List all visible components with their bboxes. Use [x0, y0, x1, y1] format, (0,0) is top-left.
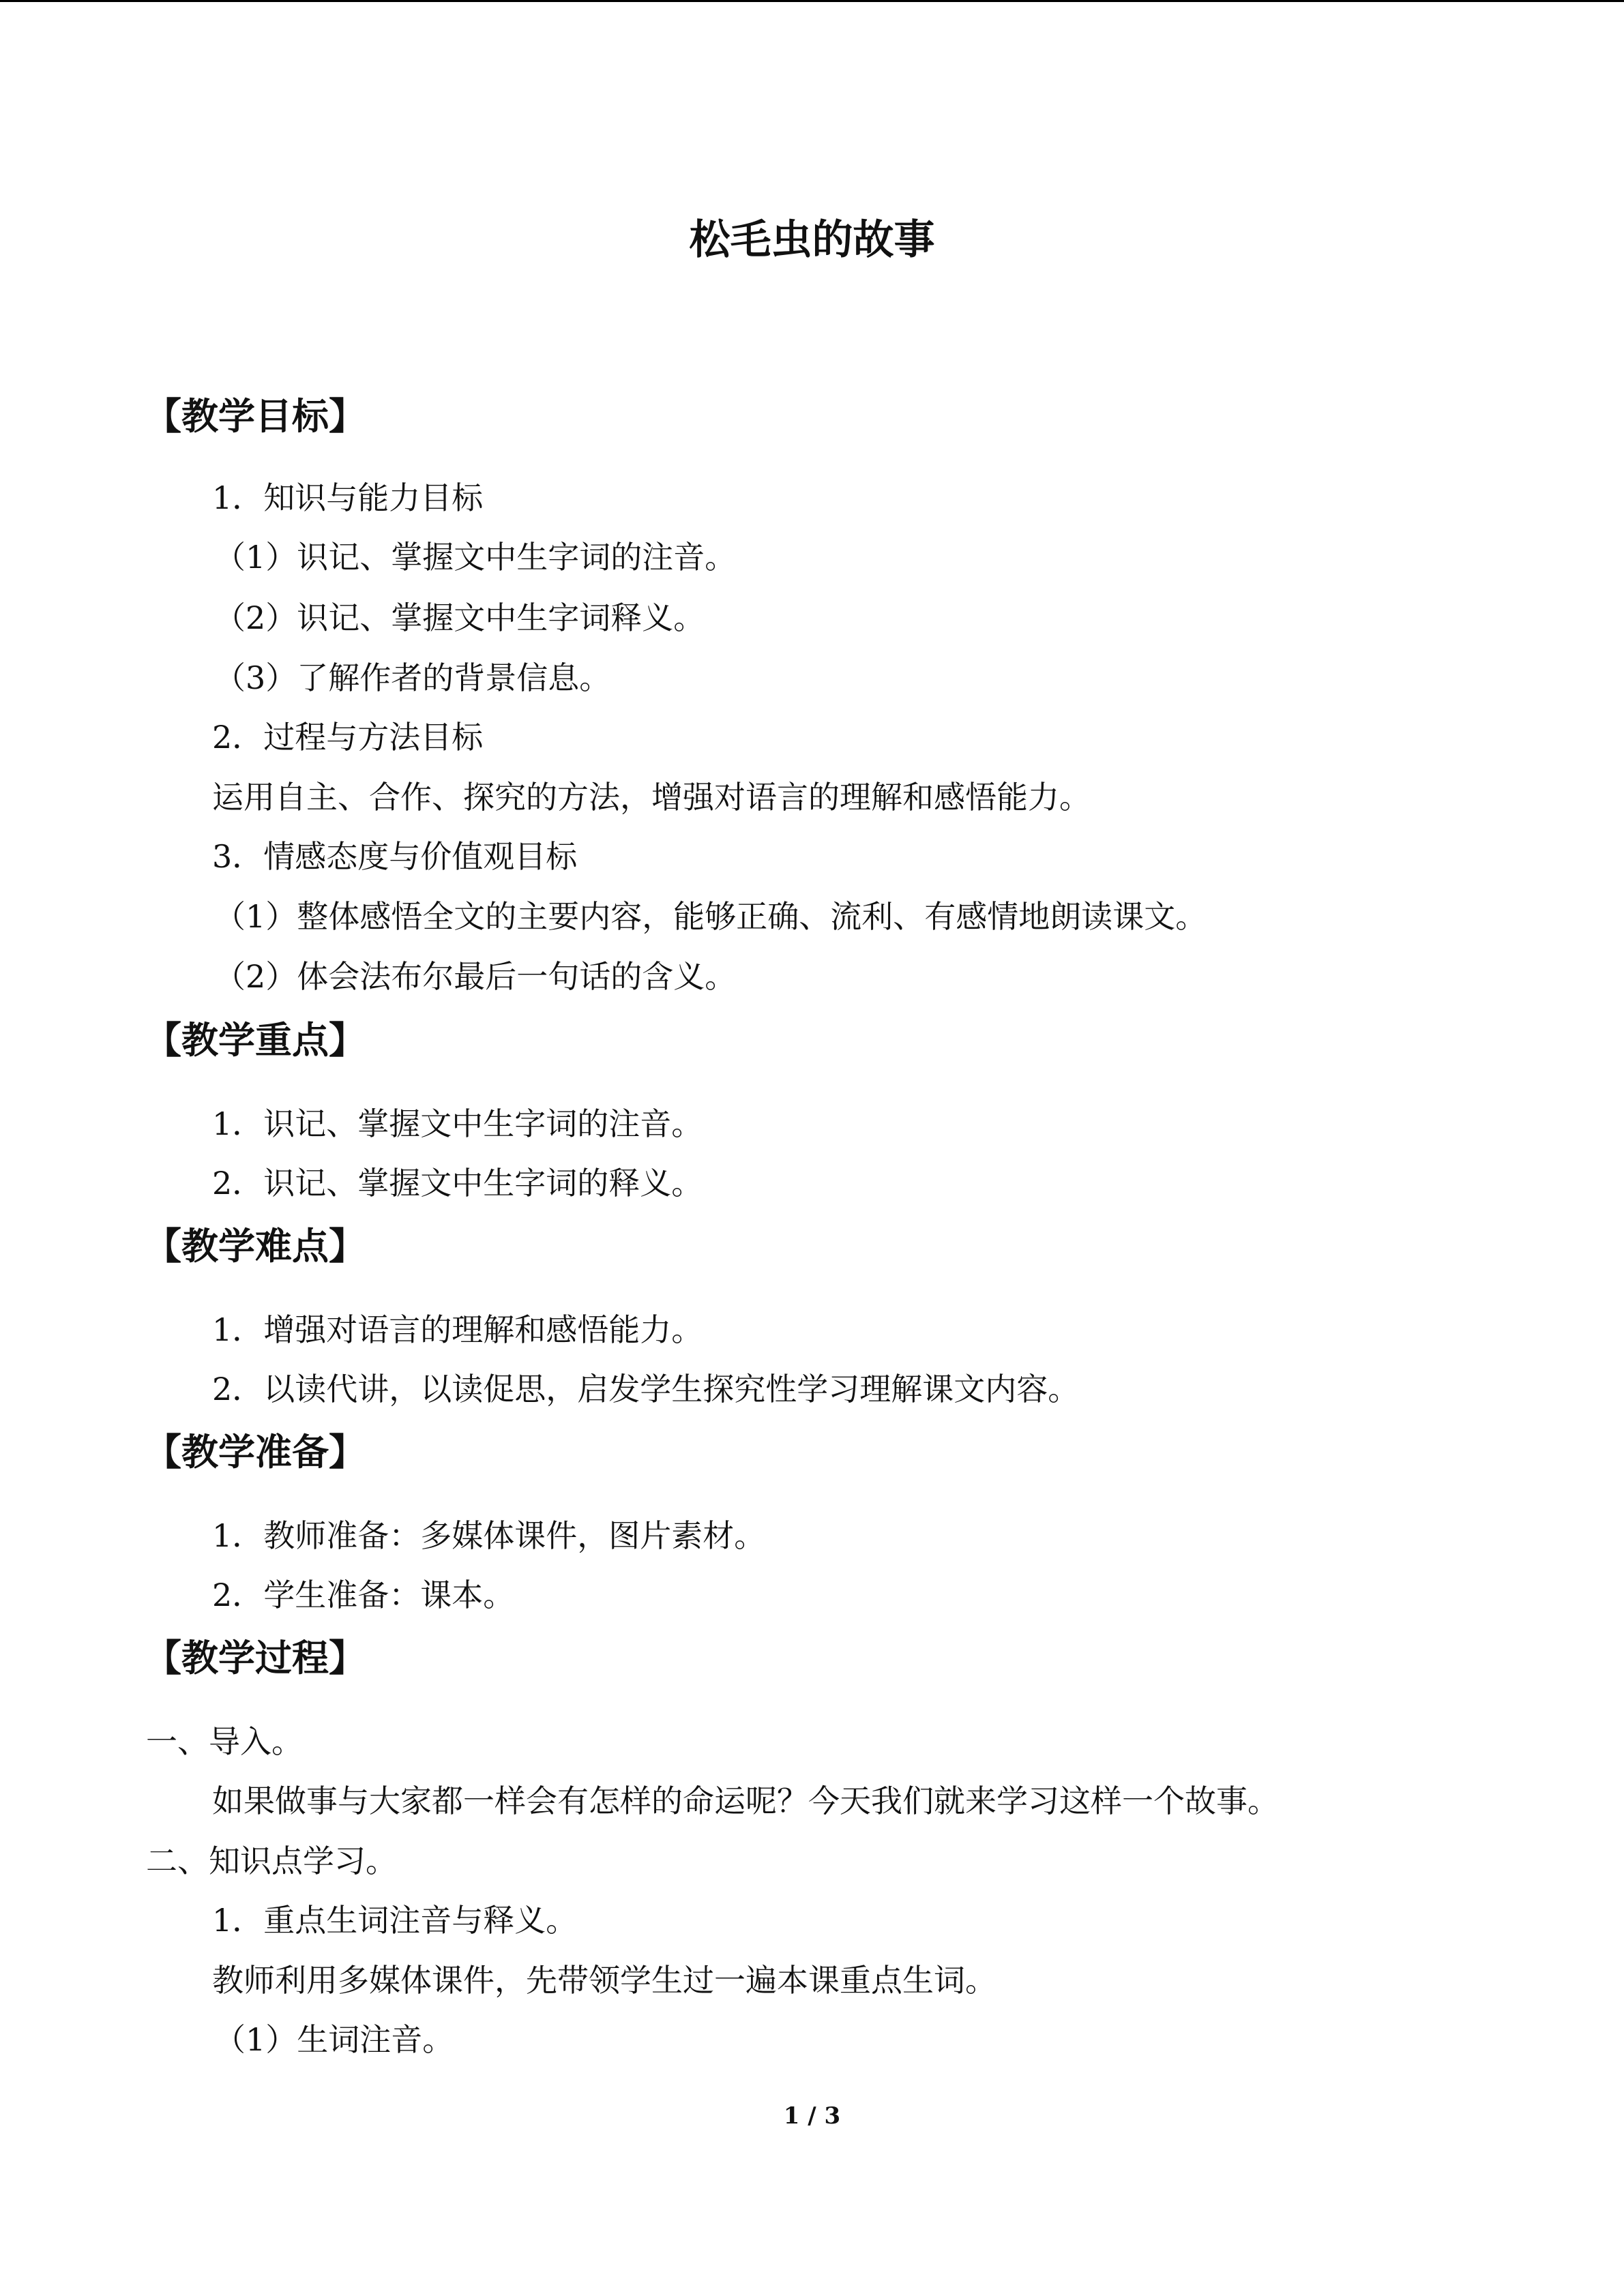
key-points-line: 1．识记、掌握文中生字词的注音。: [212, 1105, 703, 1142]
section-heading-key-points: 【教学重点】: [145, 1018, 366, 1062]
section-heading-objectives: 【教学目标】: [145, 394, 366, 438]
objectives-line: 3．情感态度与价值观目标: [212, 838, 578, 875]
section-heading-process: 【教学过程】: [145, 1636, 366, 1680]
key-points-line: 2．识记、掌握文中生字词的释义。: [212, 1165, 703, 1202]
process-line: 如果做事与大家都一样会有怎样的命运呢？今天我们就来学习这样一个故事。: [212, 1783, 1279, 1819]
process-line: （1）生词注音。: [214, 2021, 454, 2058]
process-line: 教师利用多媒体课件，先带领学生过一遍本课重点生词。: [212, 1962, 996, 1999]
objectives-line: （3）了解作者的背景信息。: [214, 659, 611, 696]
document-title: 松毛虫的故事: [689, 216, 935, 264]
objectives-line: 2．过程与方法目标: [212, 719, 484, 756]
process-line: 一、导入。: [146, 1723, 303, 1760]
difficulties-line: 2．以读代讲，以读促思，启发学生探究性学习理解课文内容。: [212, 1371, 1080, 1407]
preparation-line: 1．教师准备：多媒体课件，图片素材。: [212, 1517, 766, 1554]
process-line: 二、知识点学习。: [146, 1843, 397, 1879]
process-line: 1．重点生词注音与释义。: [212, 1902, 578, 1939]
section-heading-difficulties: 【教学难点】: [145, 1224, 366, 1268]
objectives-line: （1）整体感悟全文的主要内容，能够正确、流利、有感情地朗读课文。: [214, 898, 1207, 935]
objectives-line: 运用自主、合作、探究的方法，增强对语言的理解和感悟能力。: [212, 779, 1091, 816]
objectives-line: （1）识记、掌握文中生字词的注音。: [214, 539, 737, 576]
section-heading-preparation: 【教学准备】: [145, 1430, 366, 1474]
objectives-line: （2）识记、掌握文中生字词释义。: [214, 599, 705, 636]
preparation-line: 2．学生准备：课本。: [212, 1577, 515, 1613]
objectives-line: 1．知识与能力目标: [212, 479, 484, 516]
page-number: 1 / 3: [783, 2102, 841, 2130]
objectives-line: （2）体会法布尔最后一句话的含义。: [214, 958, 737, 995]
difficulties-line: 1．增强对语言的理解和感悟能力。: [212, 1311, 703, 1348]
